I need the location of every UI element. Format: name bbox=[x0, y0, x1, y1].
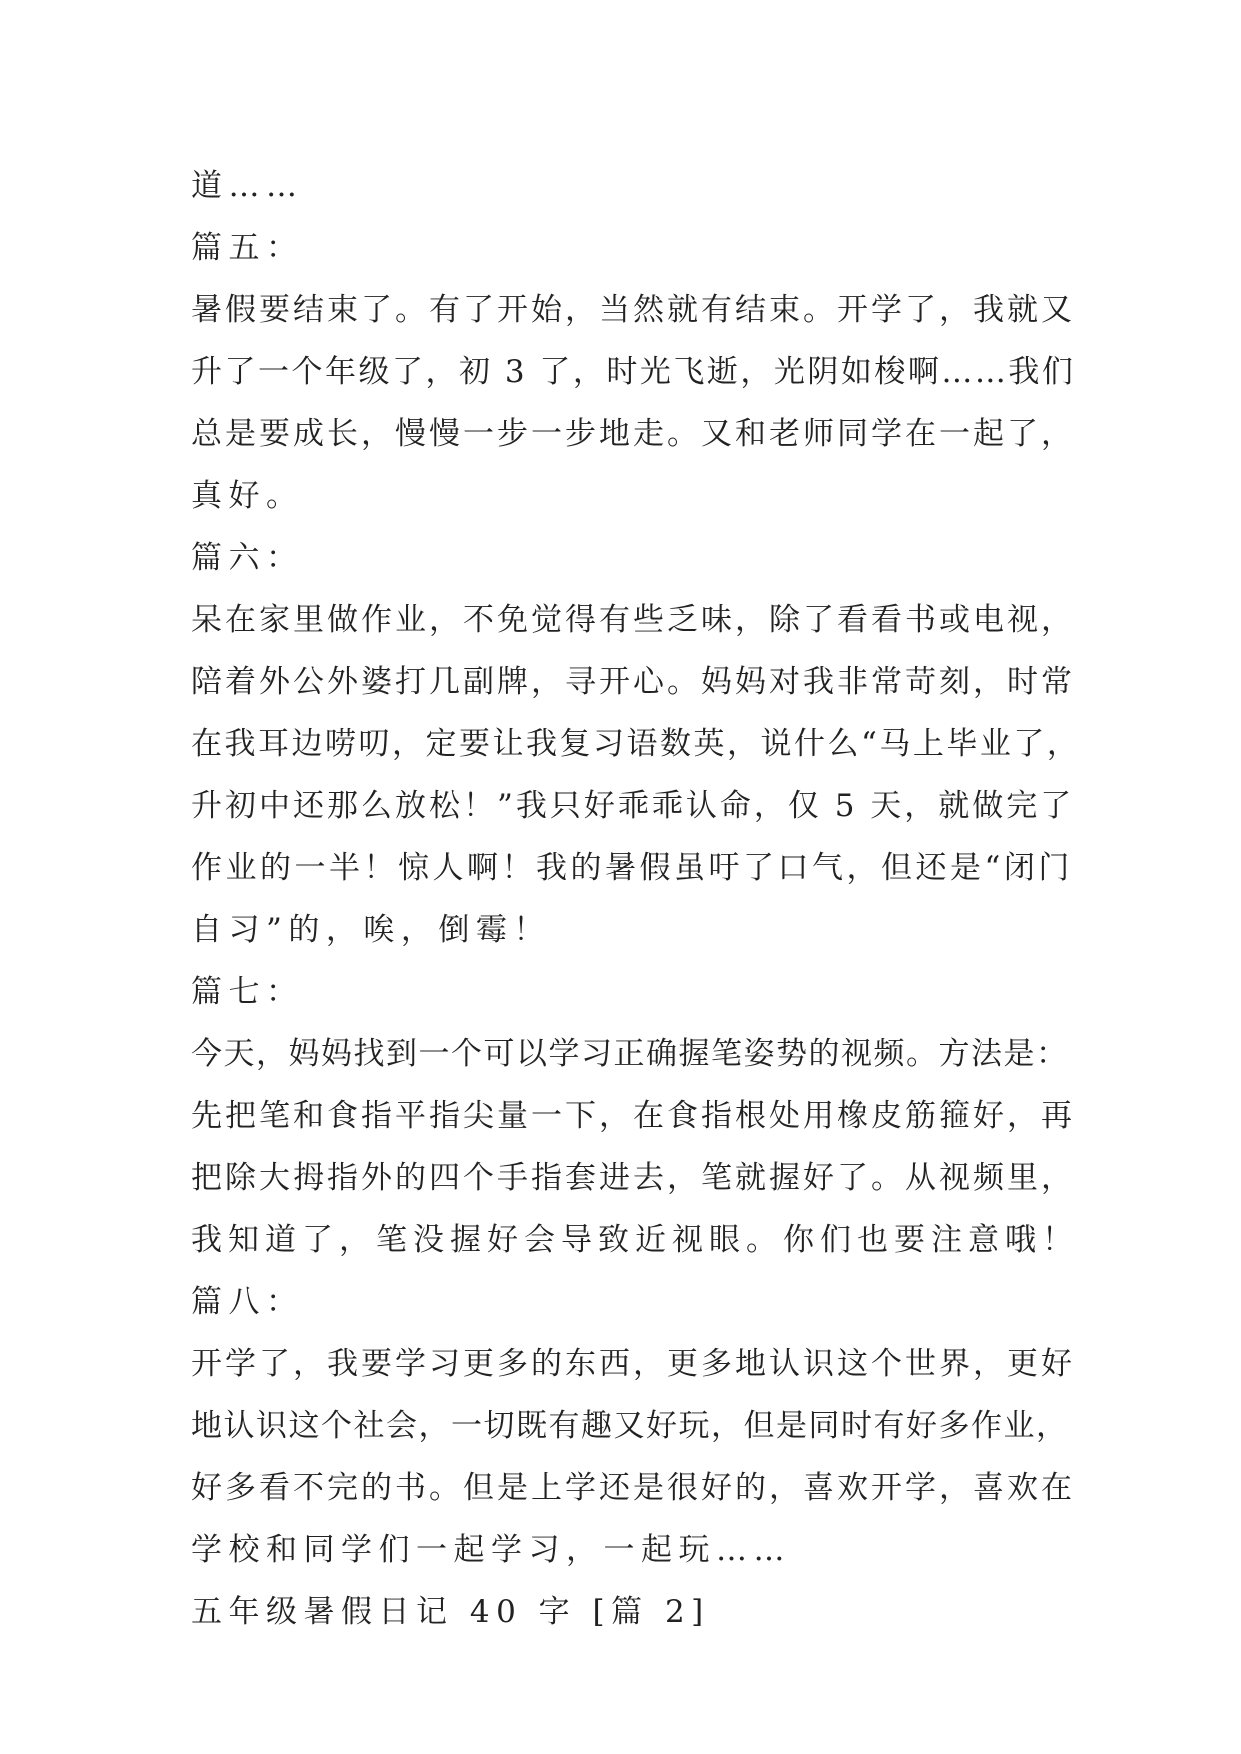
text-line: 道…… bbox=[191, 168, 304, 204]
text-line: 先把笔和食指平指尖量一下，在食指根处用橡皮筋箍好，再 bbox=[191, 1098, 1075, 1134]
text-line: 暑假要结束了。有了开始，当然就有结束。开学了，我就又 bbox=[191, 292, 1075, 328]
text-line: 地认识这个社会，一切既有趣又好玩，但是同时有好多作业， bbox=[191, 1408, 1069, 1444]
text-line: 把除大拇指外的四个手指套进去，笔就握好了。从视频里， bbox=[191, 1160, 1075, 1196]
text-line: 升了一个年级了，初 3 了，时光飞逝，光阴如梭啊……我们 bbox=[191, 354, 1076, 390]
text-line: 学校和同学们一起学习，一起玩…… bbox=[191, 1532, 791, 1568]
text-line: 呆在家里做作业，不免觉得有些乏味，除了看看书或电视， bbox=[191, 602, 1075, 638]
document-title-line: 五年级暑假日记 40 字 [篇 2] bbox=[191, 1594, 710, 1630]
text-line: 在我耳边唠叨，定要让我复习语数英，说什么“马上毕业了， bbox=[191, 726, 1081, 762]
text-line: 今天，妈妈找到一个可以学习正确握笔姿势的视频。方法是： bbox=[191, 1036, 1069, 1072]
section-heading: 篇八： bbox=[191, 1284, 304, 1320]
text-line: 自习”的，唉，倒霉！ bbox=[191, 912, 551, 948]
section-heading: 篇五： bbox=[191, 230, 304, 266]
text-line: 作业的一半！惊人啊！我的暑假虽吁了口气，但还是“闭门 bbox=[191, 850, 1073, 886]
text-line: 陪着外公外婆打几副牌，寻开心。妈妈对我非常苛刻，时常 bbox=[191, 664, 1075, 700]
document-body bbox=[191, 155, 1081, 1643]
text-line: 真好。 bbox=[191, 478, 304, 514]
text-line: 我知道了，笔没握好会导致近视眼。你们也要注意哦！ bbox=[191, 1222, 1079, 1258]
text-line: 好多看不完的书。但是上学还是很好的，喜欢开学，喜欢在 bbox=[191, 1470, 1075, 1506]
text-line: 开学了，我要学习更多的东西，更多地认识这个世界，更好 bbox=[191, 1346, 1075, 1382]
text-line: 升初中还那么放松！”我只好乖乖认命，仅 5 天，就做完了 bbox=[191, 788, 1075, 824]
section-heading: 篇七： bbox=[191, 974, 304, 1010]
text-line: 总是要成长，慢慢一步一步地走。又和老师同学在一起了， bbox=[191, 416, 1075, 452]
section-heading: 篇六： bbox=[191, 540, 304, 576]
